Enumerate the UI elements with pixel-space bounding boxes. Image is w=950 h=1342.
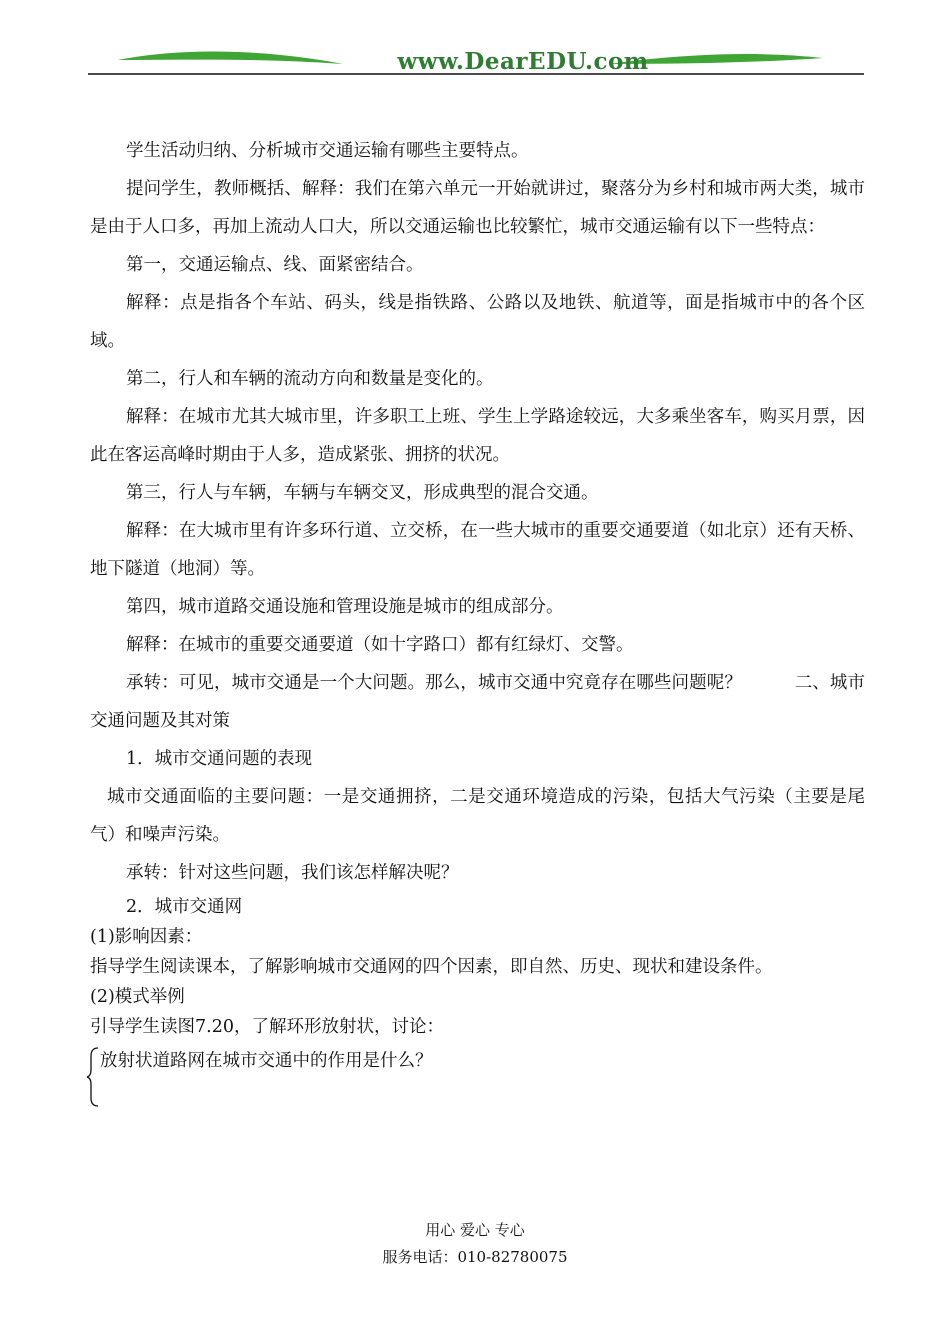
paragraph-explain-1: 解释：点是指各个车站、码头，线是指铁路、公路以及地铁、航道等，面是指城市中的各个区域。	[90, 293, 865, 351]
paragraph-explain-3: 解释：在大城市里有许多环行道、立交桥，在一些大城市的重要交通要道（如北京）还有天桥、地下隧道（地洞）等。	[90, 521, 865, 579]
discussion-brace-block	[90, 1046, 865, 1076]
paragraph-transition-2: 承转：针对这些问题，我们该怎样解决呢？	[126, 863, 459, 883]
paragraph-teacher-explanation: 提问学生，教师概括、解释：我们在第六单元一开始就讲过，聚落分为乡村和城市两大类，城市是由于人口多，再加上流动人口大，所以交通运输也比较繁忙，城市交通运输有以下一些特点：	[90, 179, 865, 237]
page-header	[88, 40, 864, 80]
paragraph-transition-1: 承转：可见，城市交通是一个大问题。那么，城市交通中究竟存在哪些问题呢？ 二、城市交通问题及其对策	[90, 673, 865, 731]
paragraph-point-1: 第一，交通运输点、线、面紧密结合。	[126, 255, 424, 275]
subheading-examples: (2)模式举例	[90, 987, 185, 1007]
paragraph-read-figure: 引导学生读图7.20，了解环形放射状，讨论：	[90, 1017, 444, 1037]
paragraph-point-4: 第四，城市道路交通设施和管理设施是城市的组成部分。	[126, 597, 564, 617]
subheading-factors: (1)影响因素：	[90, 927, 203, 947]
paragraph-main-problems: 城市交通面临的主要问题：一是交通拥挤，二是交通环境造成的污染，包括大气污染（主要是尾气）和噪声污染。	[90, 787, 865, 845]
paragraph-activity: 学生活动归纳、分析城市交通运输有哪些主要特点。	[126, 141, 529, 161]
paragraph-explain-4: 解释：在城市的重要交通要道（如十字路口）都有红绿灯、交警。	[126, 635, 634, 655]
left-brace-icon	[86, 1046, 100, 1108]
paragraph-factors: 指导学生阅读课本，了解影响城市交通网的四个因素，即自然、历史、现状和建设条件。	[90, 957, 773, 977]
paragraph-point-2: 第二，行人和车辆的流动方向和数量是变化的。	[126, 369, 494, 389]
section-heading-2: 2．城市交通网	[126, 897, 243, 917]
discussion-question: 放射状道路网在城市交通中的作用是什么？	[100, 1051, 433, 1071]
paragraph-explain-2: 解释：在城市尤其大城市里，许多职工上班、学生上学路途较远，大多乘坐客车，购买月票，因此在客运高峰时期由于人多，造成紧张、拥挤的状况。	[90, 407, 865, 465]
section-heading-1: 1．城市交通问题的表现	[126, 749, 313, 769]
site-logo-text: www.DearEDU.com	[397, 48, 649, 75]
footer-service-phone: 服务电话：010-82780075	[382, 1248, 568, 1266]
document-body	[90, 132, 865, 1076]
paragraph-point-3: 第三，行人与车辆，车辆与车辆交叉，形成典型的混合交通。	[126, 483, 599, 503]
footer-slogan: 用心 爱心 专心	[425, 1221, 525, 1239]
